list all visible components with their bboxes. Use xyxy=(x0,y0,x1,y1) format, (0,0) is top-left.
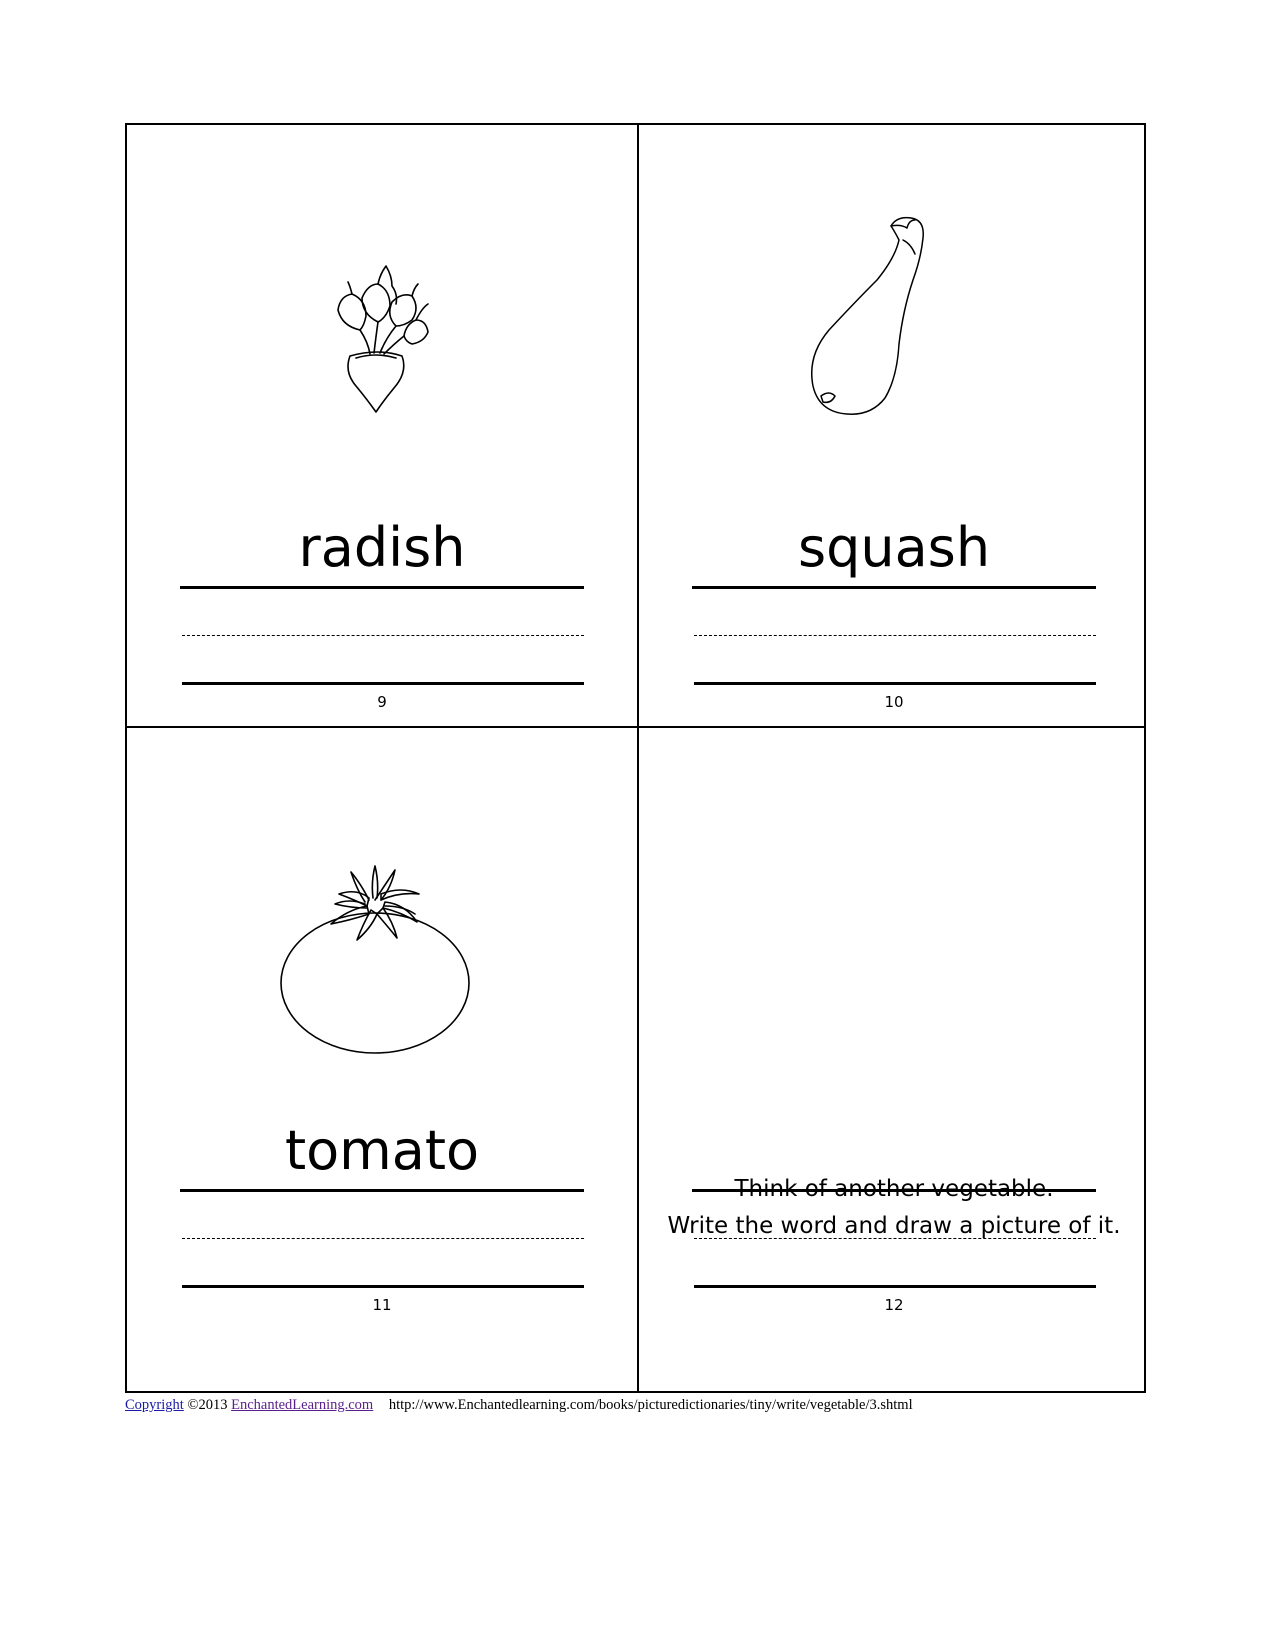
writing-midline xyxy=(182,635,584,636)
panel-squash xyxy=(639,125,1149,725)
word-label: radish xyxy=(298,516,466,579)
squash-illustration xyxy=(639,125,1149,545)
copyright-year: ©2013 xyxy=(187,1397,228,1413)
instruction-line-2: Write the word and draw a picture of it. xyxy=(667,1213,1121,1239)
word-label: squash xyxy=(797,516,991,579)
panel-tomato xyxy=(127,728,637,1328)
page-url: http://www.Enchantedlearning.com/books/picturedictionaries/tiny/write/vegetable/3.shtml xyxy=(388,1397,913,1413)
booklet-grid xyxy=(125,123,1146,1393)
writing-baseline-top xyxy=(180,586,584,589)
squash-icon xyxy=(799,210,969,420)
panel-write-your-own xyxy=(639,728,1149,1328)
panel-radish xyxy=(127,125,637,725)
page-number: 11 xyxy=(372,1296,392,1314)
writing-midline xyxy=(694,1238,1096,1239)
page-number: 9 xyxy=(377,693,387,711)
writing-baseline-top xyxy=(692,586,1096,589)
instruction-text xyxy=(639,1171,1149,1245)
tomato-icon xyxy=(277,858,473,1058)
radish-illustration xyxy=(127,125,637,545)
writing-midline xyxy=(694,635,1096,636)
writing-midline xyxy=(182,1238,584,1239)
writing-baseline-bottom xyxy=(182,682,584,685)
tomato-illustration xyxy=(127,728,637,1148)
footer xyxy=(125,1397,913,1414)
writing-baseline-bottom xyxy=(694,682,1096,685)
writing-baseline-bottom xyxy=(182,1285,584,1288)
writing-baseline-bottom xyxy=(694,1285,1096,1288)
page-number: 10 xyxy=(884,693,904,711)
writing-baseline-top xyxy=(180,1189,584,1192)
copyright-link[interactable]: Copyright xyxy=(125,1397,184,1413)
word-label: tomato xyxy=(284,1119,480,1182)
writing-baseline-top xyxy=(692,1189,1096,1192)
radish-icon xyxy=(322,260,442,420)
page-number: 12 xyxy=(884,1296,904,1314)
instruction-line-1: Think of another vegetable. xyxy=(734,1176,1054,1202)
site-link[interactable]: EnchantedLearning.com xyxy=(231,1397,374,1413)
